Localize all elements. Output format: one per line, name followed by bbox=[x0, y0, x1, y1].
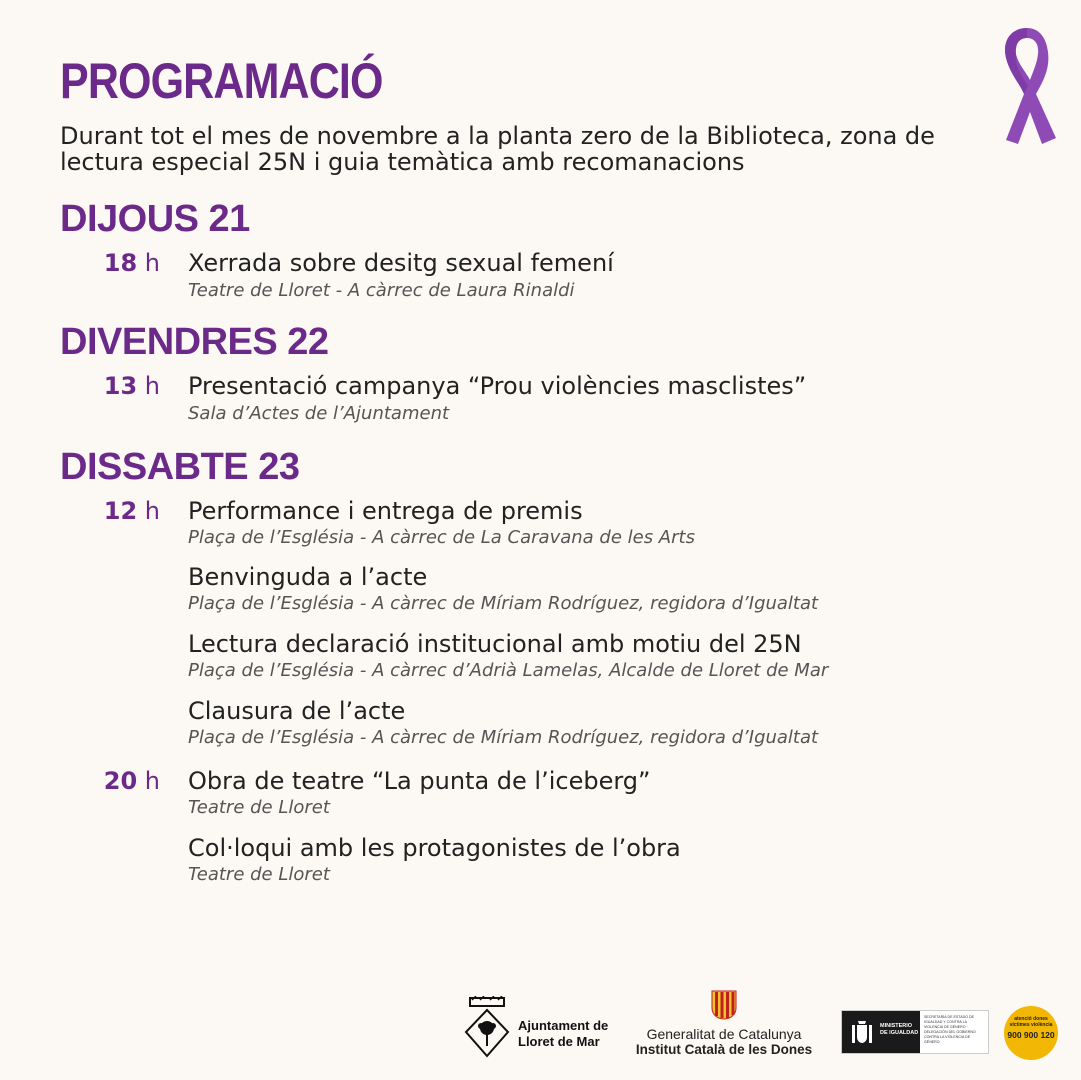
page-title: PROGRAMACIÓ bbox=[60, 53, 383, 109]
day-heading: DISSABTE 23 bbox=[60, 446, 300, 488]
event-location: Plaça de l’Església - A càrrec de Míriam Rodríguez, regidora d’Igualtat bbox=[188, 593, 819, 614]
ministerio-name: MINISTERIO bbox=[880, 1023, 913, 1029]
event-title: Xerrada sobre desitg sexual femení bbox=[188, 249, 614, 277]
hotline-label: atenció dones víctimes violència bbox=[1009, 1016, 1053, 1028]
event-title: Lectura declaració institucional amb motiu del 25N bbox=[188, 630, 802, 658]
day-heading: DIJOUS 21 bbox=[60, 198, 250, 240]
institut-name: Institut Català de les Dones bbox=[635, 1042, 813, 1057]
ministerio-small-text: SECRETARÍA DE ESTADO DE IGUALDAD Y CONTRA LA VIOLENCIA DE GÉNERO · DELEGACIÓN DEL GOBIERNO CONTRA LA VIOLENCIA DE GÉNERO bbox=[924, 1015, 976, 1044]
event-location: Teatre de Lloret bbox=[188, 864, 330, 885]
event-title: Clausura de l’acte bbox=[188, 697, 406, 725]
event-location: Teatre de Lloret - A càrrec de Laura Rinaldi bbox=[188, 280, 575, 301]
day-heading: DIVENDRES 22 bbox=[60, 321, 329, 363]
event-location: Plaça de l’Església - A càrrec de Míriam Rodríguez, regidora d’Igualtat bbox=[188, 727, 819, 748]
event-location: Sala d’Actes de l’Ajuntament bbox=[188, 403, 450, 424]
hotline-badge bbox=[1004, 1006, 1058, 1060]
event-location: Plaça de l’Església - A càrrec d’Adrià Lamelas, Alcalde de Lloret de Mar bbox=[188, 660, 829, 681]
event-title: Obra de teatre “La punta de l’iceberg” bbox=[188, 767, 651, 795]
hotline-number: 900 900 120 bbox=[1007, 1030, 1055, 1040]
event-title: Col·loqui amb les protagonistes de l’obra bbox=[188, 834, 681, 862]
event-hour: 18 h bbox=[103, 249, 160, 277]
event-hour: 13 h bbox=[103, 372, 160, 400]
generalitat-name: Generalitat de Catalunya bbox=[646, 1026, 802, 1042]
event-title: Presentació campanya “Prou violències masclistes” bbox=[188, 372, 807, 400]
event-location: Plaça de l’Església - A càrrec de La Caravana de les Arts bbox=[188, 527, 695, 548]
event-title: Benvinguda a l’acte bbox=[188, 563, 428, 591]
awareness-ribbon-icon bbox=[992, 22, 1062, 146]
event-hour: 20 h bbox=[103, 767, 160, 795]
catalan-flag-icon bbox=[711, 990, 737, 1020]
ajuntament-name: Ajuntament de bbox=[518, 1018, 609, 1033]
intro-text: Durant tot el mes de novembre a la planta zero de la Biblioteca, zona de lectura especial 25N i guia temàtica amb recomanacions bbox=[60, 122, 935, 176]
generalitat-logo bbox=[626, 990, 826, 1060]
ajuntament-logo bbox=[464, 996, 614, 1060]
ministerio-logo bbox=[841, 1010, 989, 1054]
ministerio-subname: DE IGUALDAD bbox=[880, 1030, 919, 1036]
event-title: Performance i entrega de premis bbox=[188, 497, 583, 525]
coat-of-arms-icon bbox=[464, 996, 510, 1058]
ajuntament-town: Lloret de Mar bbox=[518, 1034, 600, 1049]
spain-crest-icon bbox=[850, 1019, 874, 1045]
event-hour: 12 h bbox=[103, 497, 160, 525]
sponsor-logos bbox=[460, 990, 1070, 1065]
event-location: Teatre de Lloret bbox=[188, 797, 330, 818]
